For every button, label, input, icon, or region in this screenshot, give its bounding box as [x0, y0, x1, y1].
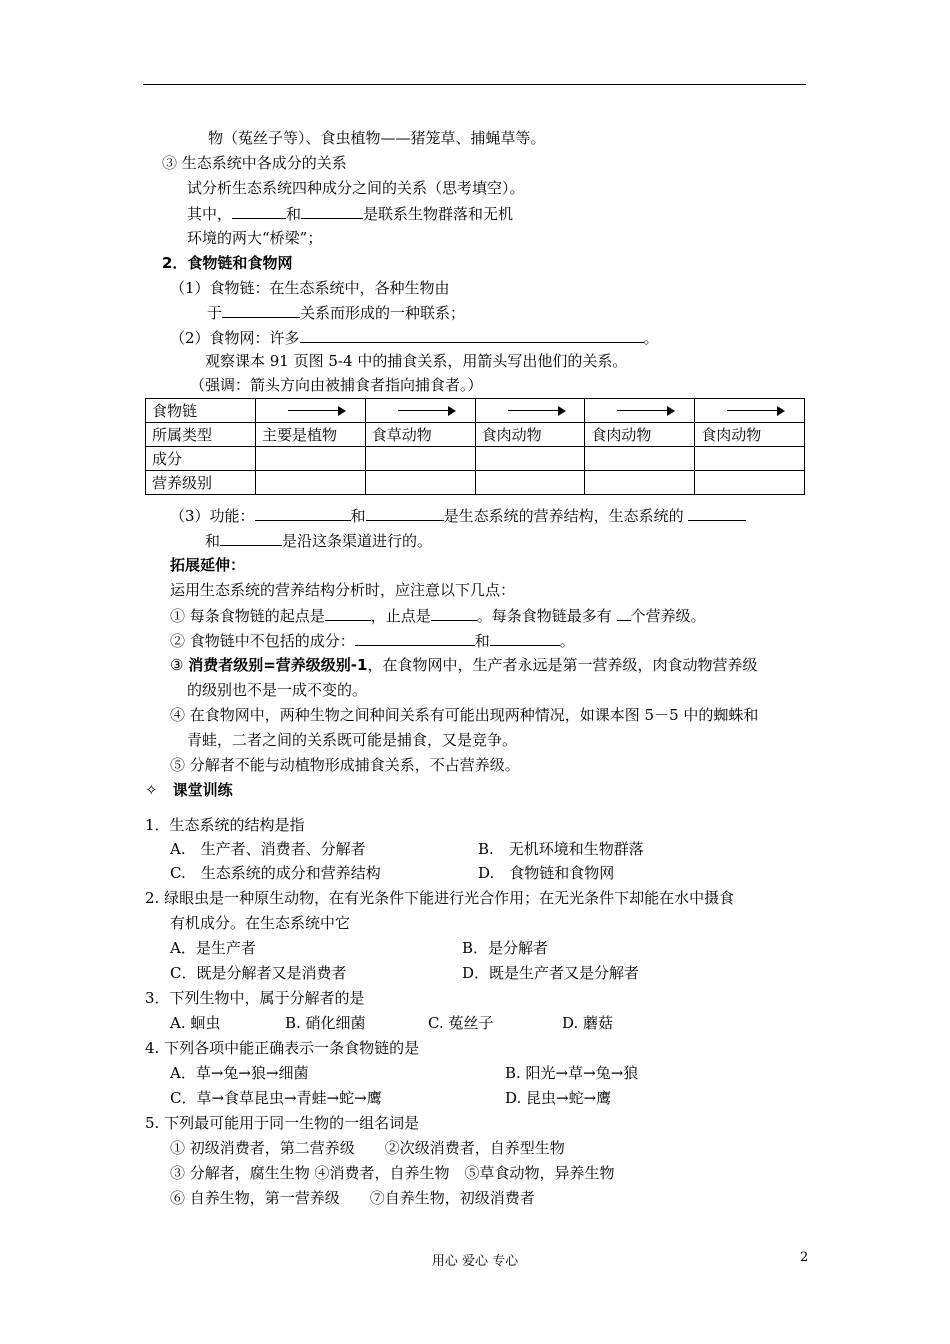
q5-line-3: ⑥ 自养生物，第一营养级 ⑦自养生物，初级消费者	[170, 1189, 535, 1207]
q5-line-2: ③ 分解者，腐生生物 ④消费者，自养生物 ⑤草食动物，异养生物	[170, 1164, 615, 1182]
blank[interactable]	[255, 505, 351, 521]
section3-line3: 环境的两大“桥梁”；	[187, 229, 323, 247]
extension-item-4: ④ 在食物网中，两种生物之间种间关系有可能出现两种情况，如课本图 5－5 中的蜘蛛和	[170, 706, 759, 724]
arrow-icon	[398, 406, 456, 416]
q2-option-b[interactable]: B．是分解者	[462, 939, 549, 957]
row-label: 所属类型	[146, 423, 256, 447]
q3-option-c[interactable]: C. 菟丝子	[428, 1014, 494, 1032]
q3-option-b[interactable]: B. 硝化细菌	[285, 1014, 366, 1032]
table-cell[interactable]	[475, 447, 585, 471]
table-cell[interactable]	[256, 471, 366, 495]
table-cell[interactable]	[475, 471, 585, 495]
function-line: （3）功能： 和 是生态系统的营养结构，生态系统的	[170, 505, 746, 526]
table-row	[146, 471, 805, 495]
table-row	[146, 447, 805, 471]
table-cell[interactable]	[365, 447, 475, 471]
section2-title: 2．食物链和食物网	[162, 254, 293, 272]
table-row	[146, 423, 805, 447]
emphasis-note: （强调：箭头方向由被捕食者指向捕食者。）	[190, 376, 483, 394]
question-1: 1．生态系统的结构是指	[145, 816, 305, 834]
training-title: ✧ 课堂训练	[145, 781, 233, 799]
table-cell[interactable]	[585, 447, 695, 471]
table-cell: 主要是植物	[256, 423, 366, 447]
extension-title: 拓展延伸：	[170, 556, 246, 574]
q5-line-1: ① 初级消费者，第二营养级 ②次级消费者，自养型生物	[170, 1139, 565, 1157]
observe-instruction: 观察课本 91 页图 5-4 中的捕食关系，用箭头写出他们的关系。	[205, 352, 628, 370]
page-number: 2	[800, 1250, 809, 1265]
blank[interactable]	[490, 630, 560, 646]
table-cell: 食草动物	[365, 423, 475, 447]
q4-option-c[interactable]: C．草→食草昆虫→青蛙→蛇→鹰	[170, 1089, 382, 1107]
q1-option-b[interactable]: B. 无机环境和生物群落	[478, 840, 644, 858]
arrow-icon	[288, 406, 346, 416]
blank[interactable]	[688, 505, 746, 521]
table-cell[interactable]	[585, 471, 695, 495]
q4-option-d[interactable]: D. 昆虫→蛇→鹰	[505, 1089, 612, 1107]
function-line-cont: 和 是沿这条渠道进行的。	[205, 532, 433, 550]
table-cell[interactable]	[256, 447, 366, 471]
section3-heading: ③ 生态系统中各成分的关系	[162, 154, 347, 172]
question-2-cont: 有机成分。在生态系统中它	[170, 914, 351, 932]
q4-option-b[interactable]: B. 阳光→草→兔→狼	[505, 1064, 639, 1082]
extension-item-4-cont: 青蛙，二者之间的关系既可能是捕食，又是竞争。	[187, 731, 518, 749]
arrow-icon	[727, 406, 785, 416]
row-label: 食物链	[146, 399, 256, 423]
question-5: 5. 下列最可能用于同一生物的一组名词是	[145, 1114, 420, 1132]
extension-item-1: ① 每条食物链的起点是 ，止点是 。每条食物链最多有 个营养级。	[170, 607, 706, 625]
blank[interactable]	[300, 327, 644, 343]
q3-option-d[interactable]: D. 蘑菇	[562, 1014, 614, 1032]
question-4: 4. 下列各项中能正确表示一条食物链的是	[145, 1039, 420, 1057]
extension-intro: 运用生态系统的营养结构分析时，应注意以下几点：	[170, 581, 516, 599]
blank[interactable]	[232, 203, 286, 219]
q2-option-d[interactable]: D．既是生产者又是分解者	[462, 964, 640, 982]
table-row	[146, 399, 805, 423]
table-cell[interactable]	[695, 471, 805, 495]
blank[interactable]	[355, 630, 475, 646]
row-label: 成分	[146, 447, 256, 471]
extension-item-3-cont: 的级别也不是一成不变的。	[187, 681, 368, 699]
extension-item-3: ③ 消费者级别=营养级级别-1，在食物网中，生产者永远是第一营养级，肉食动物营养级	[170, 656, 758, 674]
table-cell: 食肉动物	[475, 423, 585, 447]
blank[interactable]	[366, 505, 444, 521]
q4-option-a[interactable]: A．草→兔→狼→细菌	[170, 1064, 309, 1082]
q2-option-a[interactable]: A．是生产者	[170, 939, 256, 957]
food-chain-table	[145, 398, 805, 495]
q1-option-a[interactable]: A. 生产者、消费者、分解者	[170, 840, 366, 858]
intro-line: 物（菟丝子等）、食虫植物——猪笼草、捕蝇草等。	[208, 129, 546, 147]
table-cell: 食肉动物	[695, 423, 805, 447]
table-cell[interactable]	[695, 447, 805, 471]
table-cell[interactable]	[365, 471, 475, 495]
q3-option-a[interactable]: A. 蛔虫	[170, 1014, 221, 1032]
blank[interactable]	[617, 605, 631, 621]
table-cell: 食肉动物	[585, 423, 695, 447]
extension-item-5: ⑤ 分解者不能与动植物形成捕食关系，不占营养级。	[170, 756, 520, 774]
q1-option-d[interactable]: D. 食物链和食物网	[478, 864, 615, 882]
arrow-icon	[508, 406, 566, 416]
food-chain-def: （1）食物链：在生态系统中，各种生物由	[170, 279, 450, 297]
q1-option-c[interactable]: C. 生态系统的成分和营养结构	[170, 864, 381, 882]
section3-line2: 其中， 和 是联系生物群落和无机	[187, 205, 514, 223]
blank[interactable]	[325, 605, 371, 621]
page-footer: 用心 爱心 专心	[431, 1254, 519, 1269]
row-label: 营养级别	[146, 471, 256, 495]
extension-item-2: ② 食物链中不包括的成分： 和 。	[170, 632, 575, 650]
blank[interactable]	[220, 530, 282, 546]
food-chain-def-cont: 于 关系而形成的一种联系；	[207, 304, 466, 322]
blank[interactable]	[301, 203, 363, 219]
blank[interactable]	[431, 605, 477, 621]
q2-option-c[interactable]: C．既是分解者又是消费者	[170, 964, 347, 982]
section3-line1: 试分析生态系统四种成分之间的关系（思考填空）。	[187, 179, 525, 197]
question-2: 2. 绿眼虫是一种原生动物，在有光条件下能进行光合作用；在无光条件下却能在水中摄食	[145, 889, 735, 907]
arrow-icon	[617, 406, 675, 416]
question-3: 3．下列生物中，属于分解者的是	[145, 989, 365, 1007]
header-rule	[143, 84, 806, 85]
blank[interactable]	[222, 302, 300, 318]
food-web-def: （2）食物网：许多 。	[170, 329, 659, 347]
